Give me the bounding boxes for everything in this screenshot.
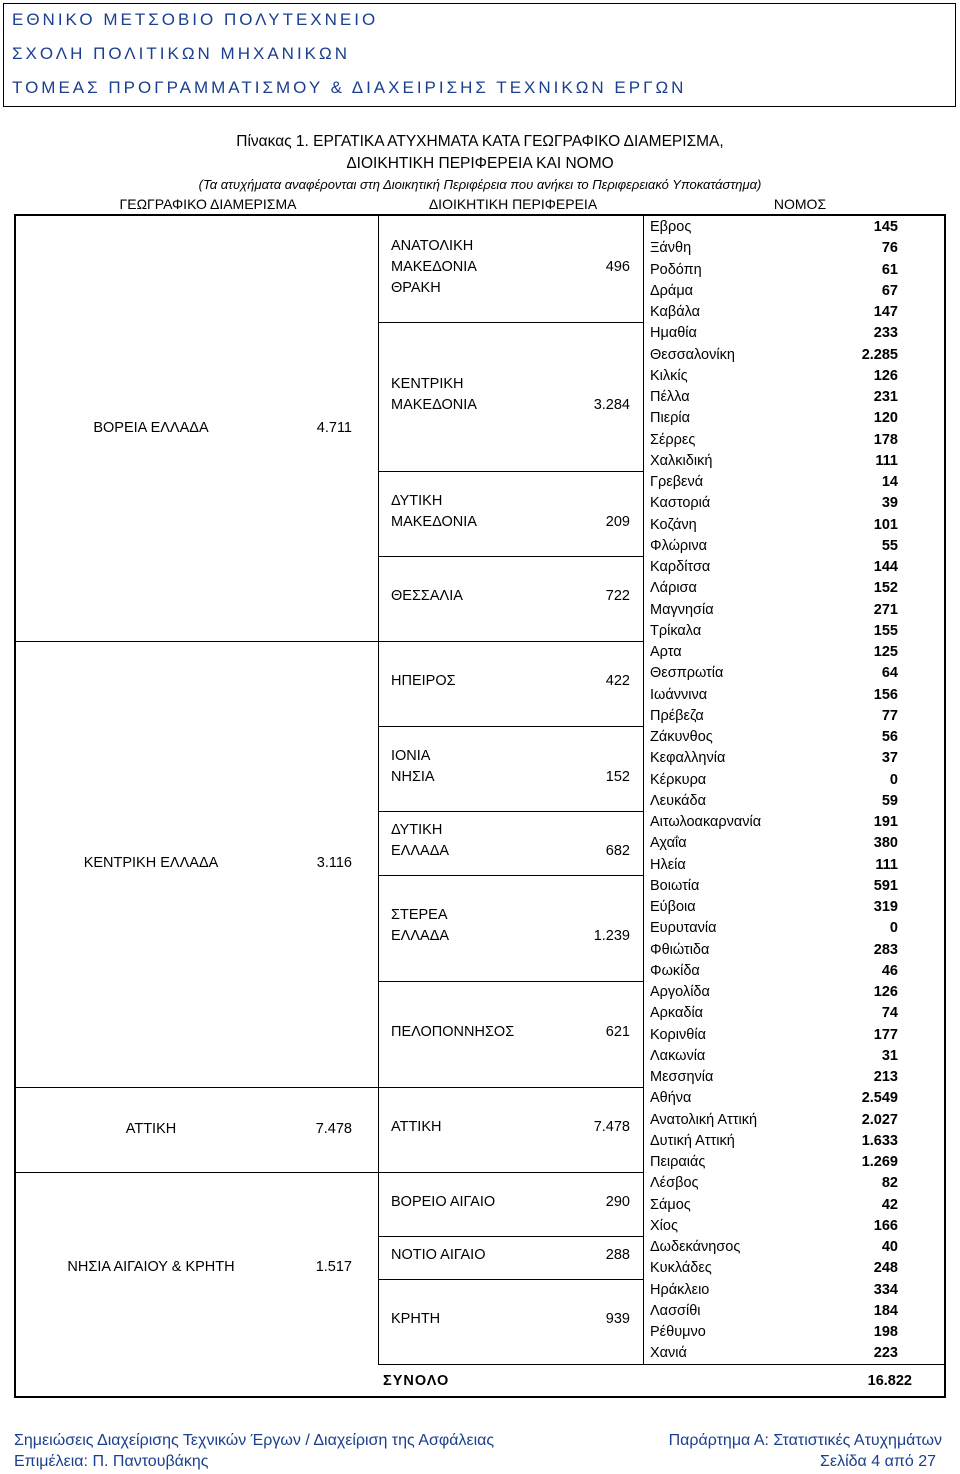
region-name-line: ΝΗΣΙΑ xyxy=(391,768,435,785)
prefecture-name: Ζάκυνθος xyxy=(650,729,713,745)
footer-notes-title: Σημειώσεις Διαχείρισης Τεχνικών Έργων / Διαχείριση της Ασφάλειας xyxy=(14,1432,495,1449)
region-divider xyxy=(378,1279,643,1280)
school-name: ΣΧΟΛΗ ΠΟΛΙΤΙΚΩΝ ΜΗΧΑΝΙΚΩΝ xyxy=(12,44,350,63)
prefecture-name: Αχαΐα xyxy=(650,835,687,852)
prefecture-name: Λέσβος xyxy=(650,1175,699,1192)
region-total: 496 xyxy=(605,258,630,275)
region-divider xyxy=(378,811,643,812)
prefecture-name: Αργολίδα xyxy=(650,984,710,1000)
prefecture-value: 64 xyxy=(881,665,898,682)
prefecture-value: 184 xyxy=(873,1302,898,1319)
footer-editor: Επιμέλεια: Π. Παντουβάκης xyxy=(14,1453,209,1470)
region-total: 288 xyxy=(605,1246,630,1263)
prefecture-value: 145 xyxy=(873,219,898,235)
table-note: (Τα ατυχήματα αναφέρονται στη Διοικητική Περιφέρεια που ανήκει το Περιφερειακό Υποκατάστημα) xyxy=(198,177,762,192)
prefecture-name: Εβρος xyxy=(650,219,692,235)
prefecture-name: Λασσίθι xyxy=(650,1302,701,1319)
prefecture-name: Ξάνθη xyxy=(650,240,692,257)
prefecture-value: 14 xyxy=(881,474,898,490)
department-total: 7.478 xyxy=(315,1120,352,1137)
prefecture-name: Χανιά xyxy=(650,1345,687,1362)
prefecture-value: 248 xyxy=(873,1260,898,1277)
region-name-line: ΠΕΛΟΠΟΝΝΗΣΟΣ xyxy=(391,1023,515,1040)
region-name-line: ΜΑΚΕΔΟΝΙΑ xyxy=(391,513,477,530)
prefecture-name: Αρκαδία xyxy=(650,1005,704,1022)
department-total: 3.116 xyxy=(316,855,352,872)
prefecture-name: Ημαθία xyxy=(650,325,697,342)
prefecture-value: 101 xyxy=(873,516,898,533)
prefecture-value: 39 xyxy=(881,495,898,512)
prefecture-name: Αιτωλοακαρνανία xyxy=(650,814,762,830)
region-name-line: ΝΟΤΙΟ ΑΙΓΑΙΟ xyxy=(391,1246,486,1263)
prefecture-value: 82 xyxy=(881,1175,898,1192)
prefecture-value: 178 xyxy=(873,431,898,448)
region-name-line: ΒΟΡΕΙΟ ΑΙΓΑΙΟ xyxy=(391,1193,496,1210)
prefecture-name: Λάρισα xyxy=(650,580,697,597)
prefecture-value: 0 xyxy=(889,920,898,937)
prefecture-name: Καρδίτσα xyxy=(650,559,711,575)
prefecture-value: 223 xyxy=(873,1345,898,1362)
prefecture-value: 1.633 xyxy=(861,1132,898,1149)
prefecture-name: Πρέβεζα xyxy=(650,707,704,724)
prefecture-value: 77 xyxy=(881,707,898,724)
prefecture-value: 177 xyxy=(873,1026,898,1043)
prefecture-name: Ηλεία xyxy=(650,856,686,873)
prefecture-value: 56 xyxy=(881,729,898,745)
prefecture-name: Πειραιάς xyxy=(650,1154,706,1170)
department-name: ΝΗΣΙΑ ΑΙΓΑΙΟΥ & ΚΡΗΤΗ xyxy=(67,1258,235,1275)
footer-page-number: Σελίδα 4 από 27 xyxy=(820,1453,936,1470)
department-name: ΚΕΝΤΡΙΚΗ ΕΛΛΑΔΑ xyxy=(83,855,219,872)
prefecture-name: Κιλκίς xyxy=(650,367,688,384)
region-name-line: ΑΝΑΤΟΛΙΚΗ xyxy=(391,237,474,254)
department-total: 1.517 xyxy=(315,1258,352,1275)
footer-appendix: Παράρτημα Α: Στατιστικές Ατυχημάτων xyxy=(668,1432,942,1449)
prefecture-value: 2.027 xyxy=(861,1111,898,1128)
prefecture-name: Φθιώτιδα xyxy=(650,941,710,958)
prefecture-name: Πιερία xyxy=(650,410,691,427)
prefecture-value: 67 xyxy=(881,282,898,299)
column-header-prefecture: ΝΟΜΟΣ xyxy=(773,196,827,212)
region-name-line: ΚΡΗΤΗ xyxy=(391,1310,441,1327)
col-separator-dept xyxy=(378,214,379,1364)
prefecture-name: Χίος xyxy=(650,1217,678,1234)
prefecture-name: Καστοριά xyxy=(650,495,711,512)
region-total: 209 xyxy=(605,513,630,530)
prefecture-value: 156 xyxy=(873,686,898,703)
prefecture-name: Ιωάννινα xyxy=(650,686,708,703)
department-divider xyxy=(14,1172,378,1173)
prefecture-name: Δυτική Αττική xyxy=(650,1132,735,1149)
region-divider xyxy=(378,1172,643,1173)
table-top-border xyxy=(14,214,946,216)
prefecture-value: 2.549 xyxy=(861,1090,898,1107)
prefecture-name: Ανατολική Αττική xyxy=(650,1111,758,1128)
prefecture-name: Κέρκυρα xyxy=(650,771,707,788)
prefecture-value: 126 xyxy=(873,984,898,1000)
region-name-line: ΣΤΕΡΕΑ xyxy=(391,906,448,923)
region-name-line: ΜΑΚΕΔΟΝΙΑ xyxy=(391,396,477,413)
region-divider xyxy=(378,1087,643,1088)
prefecture-name: Ροδόπη xyxy=(650,261,702,278)
region-name-line: ΚΕΝΤΡΙΚΗ xyxy=(391,375,464,392)
prefecture-name: Φωκίδα xyxy=(650,962,700,979)
prefecture-name: Δράμα xyxy=(650,282,694,299)
prefecture-name: Θεσσαλονίκη xyxy=(650,346,735,363)
prefecture-name: Λακωνία xyxy=(650,1047,706,1064)
prefecture-name: Κεφαλληνία xyxy=(650,750,726,767)
prefecture-value: 334 xyxy=(873,1281,898,1298)
department-total: 4.711 xyxy=(316,419,352,436)
department-name: ΒΟΡΕΙΑ ΕΛΛΑΔΑ xyxy=(93,419,209,436)
prefecture-name: Σάμος xyxy=(650,1196,691,1213)
department-name: ΑΤΤΙΚΗ xyxy=(125,1120,177,1137)
prefecture-value: 126 xyxy=(873,367,898,384)
department-name: ΤΟΜΕΑΣ ΠΡΟΓΡΑΜΜΑΤΙΣΜΟΥ & ΔΙΑΧΕΙΡΙΣΗΣ ΤΕΧΝΙΚΩΝ ΕΡΓΩΝ xyxy=(12,78,687,97)
document-header xyxy=(3,3,956,107)
prefecture-value: 40 xyxy=(881,1239,898,1255)
prefecture-value: 231 xyxy=(873,389,898,405)
table-subtitle: ΔΙΟΙΚΗΤΙΚΗ ΠΕΡΙΦΕΡΕΙΑ ΚΑΙ ΝΟΜΟ xyxy=(346,155,614,172)
prefecture-value: 0 xyxy=(889,771,898,788)
table-title: Πίνακας 1. ΕΡΓΑΤΙΚΑ ΑΤΥΧΗΜΑΤΑ ΚΑΤΑ ΓΕΩΓΡΑΦΙΚΟ ΔΙΑΜΕΡΙΣΜΑ, xyxy=(236,133,724,150)
region-total: 7.478 xyxy=(593,1119,630,1136)
table-right-border xyxy=(944,214,946,1398)
prefecture-value: 144 xyxy=(873,559,898,575)
prefecture-value: 31 xyxy=(881,1047,898,1064)
prefecture-name: Κορινθία xyxy=(650,1026,706,1043)
prefecture-name: Ρέθυμνο xyxy=(650,1324,706,1340)
region-name-line: ΘΡΑΚΗ xyxy=(391,279,441,296)
prefecture-name: Μεσσηνία xyxy=(650,1069,714,1085)
total-row-divider xyxy=(378,1364,946,1365)
region-total: 1.239 xyxy=(593,927,630,944)
region-name-line: ΑΤΤΙΚΗ xyxy=(391,1119,442,1136)
col-separator-prefecture xyxy=(643,214,644,1364)
prefecture-value: 191 xyxy=(873,814,898,830)
prefecture-name: Κυκλάδες xyxy=(650,1260,712,1277)
prefecture-value: 120 xyxy=(873,410,898,427)
prefecture-name: Εύβοια xyxy=(650,899,696,915)
total-value: 16.822 xyxy=(867,1372,912,1389)
prefecture-value: 213 xyxy=(873,1069,898,1085)
region-divider xyxy=(378,641,643,642)
prefecture-value: 319 xyxy=(873,899,898,915)
prefecture-name: Αρτα xyxy=(650,644,682,660)
prefecture-value: 198 xyxy=(873,1324,898,1340)
prefecture-name: Τρίκαλα xyxy=(650,622,702,639)
prefecture-value: 74 xyxy=(881,1005,898,1022)
prefecture-value: 125 xyxy=(873,644,898,660)
prefecture-value: 111 xyxy=(875,856,898,873)
prefecture-value: 2.285 xyxy=(861,346,898,363)
prefecture-name: Μαγνησία xyxy=(650,601,714,618)
prefecture-name: Δωδεκάνησος xyxy=(650,1239,741,1255)
region-total: 722 xyxy=(605,588,630,604)
prefecture-value: 42 xyxy=(881,1196,898,1213)
region-divider xyxy=(378,471,643,472)
prefecture-value: 59 xyxy=(881,792,898,809)
university-name: ΕΘΝΙΚΟ ΜΕΤΣΟΒΙΟ ΠΟΛΥΤΕΧΝΕΙΟ xyxy=(12,10,379,29)
prefecture-value: 233 xyxy=(873,325,898,342)
prefecture-value: 55 xyxy=(881,537,898,554)
column-header-department: ΓΕΩΓΡΑΦΙΚΟ ΔΙΑΜΕΡΙΣΜΑ xyxy=(119,196,297,212)
prefecture-name: Θεσπρωτία xyxy=(650,665,724,682)
region-total: 290 xyxy=(605,1193,630,1210)
region-name-line: ΕΛΛΑΔΑ xyxy=(391,842,450,859)
prefecture-name: Ευρυτανία xyxy=(650,920,717,937)
region-divider xyxy=(378,726,643,727)
region-total: 682 xyxy=(605,842,630,859)
table-left-border xyxy=(14,214,16,1398)
region-name-line: ΔΥΤΙΚΗ xyxy=(391,821,443,838)
region-divider xyxy=(378,1236,643,1237)
prefecture-value: 61 xyxy=(881,261,898,278)
region-total: 422 xyxy=(605,673,630,689)
region-name-line: ΘΕΣΣΑΛΙΑ xyxy=(391,588,463,604)
region-divider xyxy=(378,875,643,876)
region-total: 152 xyxy=(605,768,630,785)
prefecture-name: Αθήνα xyxy=(650,1090,692,1107)
prefecture-value: 152 xyxy=(873,580,898,597)
region-name-line: ΔΥΤΙΚΗ xyxy=(391,492,443,509)
region-total: 3.284 xyxy=(593,396,630,413)
region-name-line: ΕΛΛΑΔΑ xyxy=(391,927,450,944)
prefecture-name: Γρεβενά xyxy=(650,474,704,490)
prefecture-name: Χαλκιδική xyxy=(650,452,713,469)
prefecture-name: Φλώρινα xyxy=(650,537,708,554)
region-name-line: ΜΑΚΕΔΟΝΙΑ xyxy=(391,258,477,275)
prefecture-value: 46 xyxy=(881,962,898,979)
table-bottom-border xyxy=(14,1396,946,1398)
region-divider xyxy=(378,322,643,323)
total-label: ΣΥΝΟΛΟ xyxy=(383,1372,450,1389)
prefecture-name: Καβάλα xyxy=(650,304,701,320)
region-total: 621 xyxy=(605,1023,630,1040)
region-divider xyxy=(378,981,643,982)
prefecture-name: Κοζάνη xyxy=(650,516,697,533)
prefecture-name: Βοιωτία xyxy=(650,877,700,894)
prefecture-value: 271 xyxy=(873,601,898,618)
prefecture-value: 76 xyxy=(881,240,898,257)
prefecture-value: 111 xyxy=(875,452,898,469)
prefecture-value: 1.269 xyxy=(861,1154,898,1170)
prefecture-value: 166 xyxy=(873,1217,898,1234)
prefecture-value: 591 xyxy=(873,877,898,894)
department-divider xyxy=(14,1087,378,1088)
department-divider xyxy=(14,641,378,642)
prefecture-name: Πέλλα xyxy=(650,389,690,405)
prefecture-name: Ηράκλειο xyxy=(650,1281,710,1298)
region-total: 939 xyxy=(605,1310,630,1327)
prefecture-name: Σέρρες xyxy=(650,431,696,448)
region-name-line: ΗΠΕΙΡΟΣ xyxy=(391,673,456,689)
prefecture-value: 147 xyxy=(873,304,898,320)
region-name-line: ΙΟΝΙΑ xyxy=(391,747,431,764)
prefecture-value: 155 xyxy=(873,622,898,639)
prefecture-name: Λευκάδα xyxy=(650,792,706,809)
prefecture-value: 283 xyxy=(873,941,898,958)
prefecture-value: 380 xyxy=(873,835,898,852)
prefecture-value: 37 xyxy=(881,750,898,767)
region-divider xyxy=(378,556,643,557)
column-header-region: ΔΙΟΙΚΗΤΙΚΗ ΠΕΡΙΦΕΡΕΙΑ xyxy=(428,196,598,212)
